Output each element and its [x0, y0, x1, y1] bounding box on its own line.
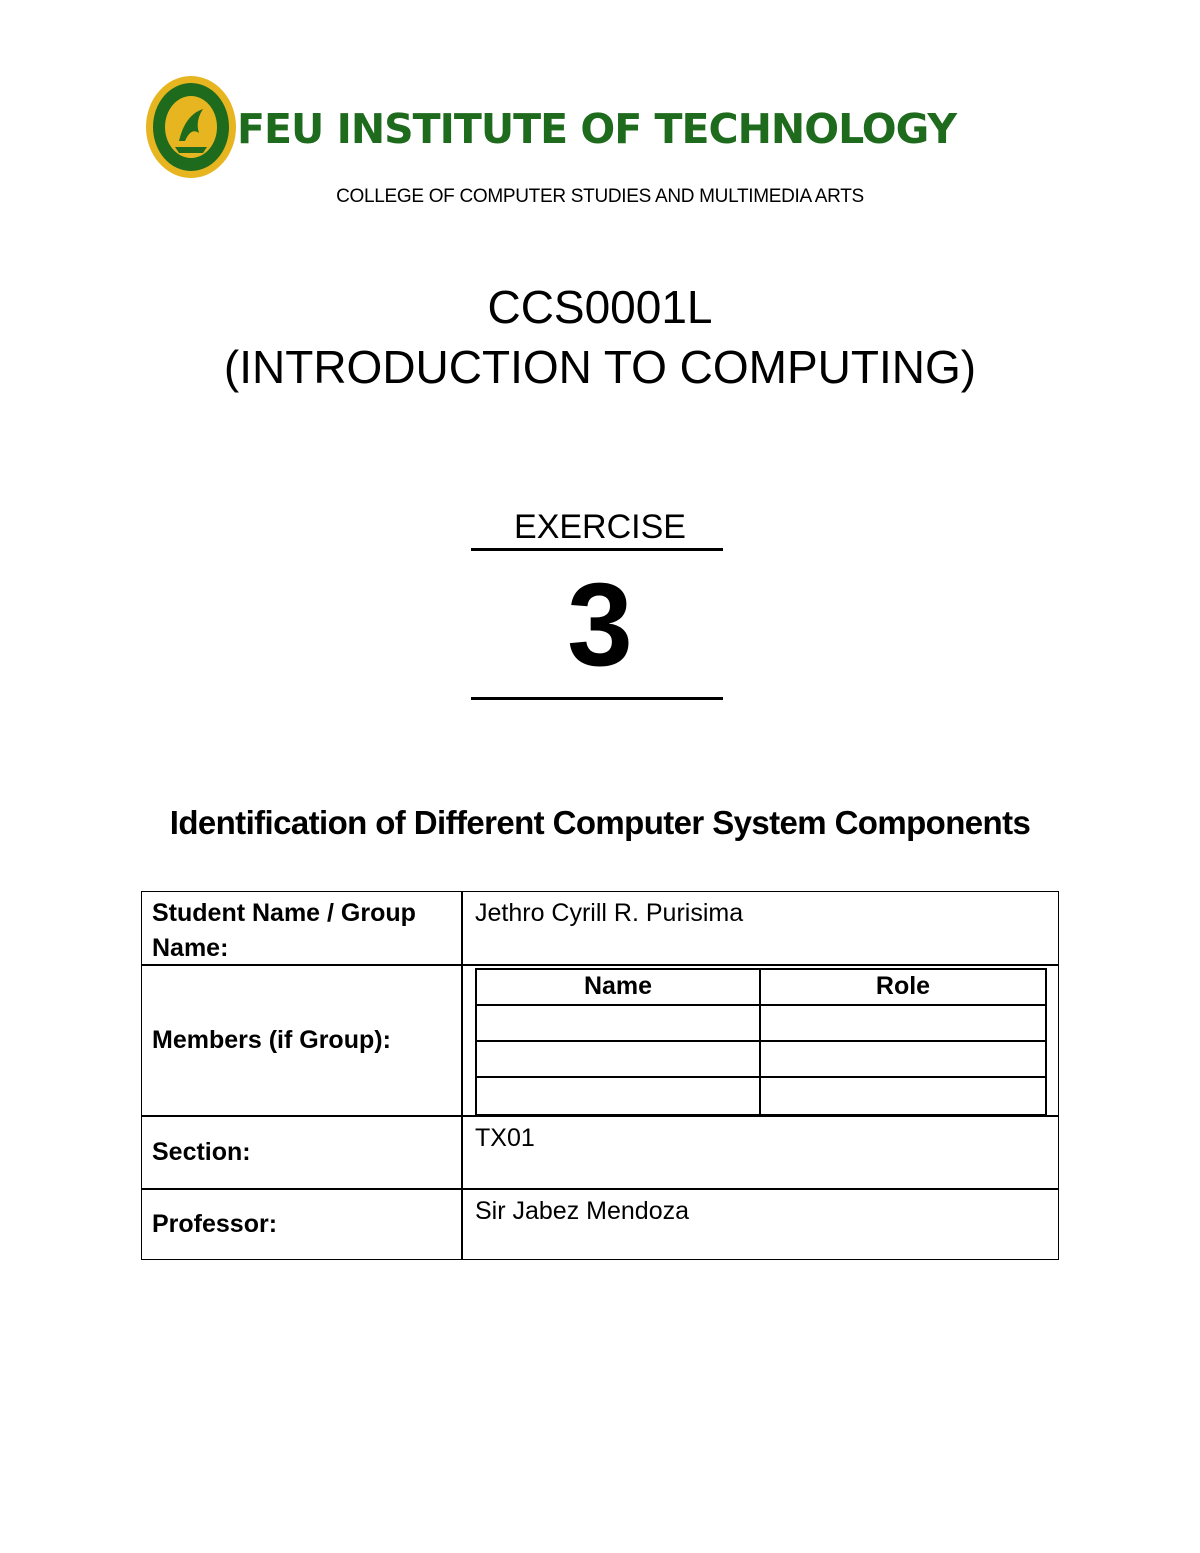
members-table: [475, 968, 1047, 1116]
student-row: [142, 892, 1058, 964]
header: [145, 75, 1025, 179]
document-title: Identification of Different Computer System Components: [169, 804, 1031, 841]
info-table: [141, 891, 1059, 1260]
student-value[interactable]: Jethro Cyrill R. Purisima: [475, 899, 744, 927]
institution-name: FEU INSTITUTE OF TECHNOLOGY: [237, 105, 957, 153]
members-cell[interactable]: [477, 1078, 761, 1114]
course-name: (INTRODUCTION TO COMPUTING): [223, 341, 977, 393]
professor-row: [142, 1188, 1058, 1259]
members-label-text: Members (if Group):: [152, 1026, 391, 1054]
student-label: Student Name / Group Name:: [142, 892, 463, 964]
members-cell[interactable]: [761, 1006, 1045, 1042]
exercise-number: 3: [567, 559, 633, 691]
members-label: [142, 966, 463, 1115]
section-label-text: Section:: [152, 1138, 251, 1166]
members-value: [463, 966, 1058, 1115]
members-header-name: Name: [477, 970, 761, 1006]
professor-label: [142, 1190, 463, 1259]
professor-value[interactable]: Sir Jabez Mendoza: [475, 1197, 690, 1225]
course-code: CCS0001L: [487, 281, 713, 333]
professor-label-text: Professor:: [152, 1210, 278, 1238]
members-cell[interactable]: [761, 1042, 1045, 1078]
section-label: [142, 1117, 463, 1188]
section-value[interactable]: TX01: [475, 1124, 535, 1152]
members-row: [142, 964, 1058, 1115]
institution-seal-logo: [145, 75, 237, 179]
exercise-top-rule: [471, 548, 723, 551]
members-header-role: Role: [761, 970, 1045, 1006]
members-cell[interactable]: [477, 1042, 761, 1078]
members-cell[interactable]: [761, 1078, 1045, 1114]
exercise-bottom-rule: [471, 697, 723, 700]
members-cell[interactable]: [477, 1006, 761, 1042]
exercise-label: EXERCISE: [514, 508, 686, 546]
college-name: COLLEGE OF COMPUTER STUDIES AND MULTIMEDIA ARTS: [336, 186, 864, 207]
section-row: [142, 1115, 1058, 1188]
